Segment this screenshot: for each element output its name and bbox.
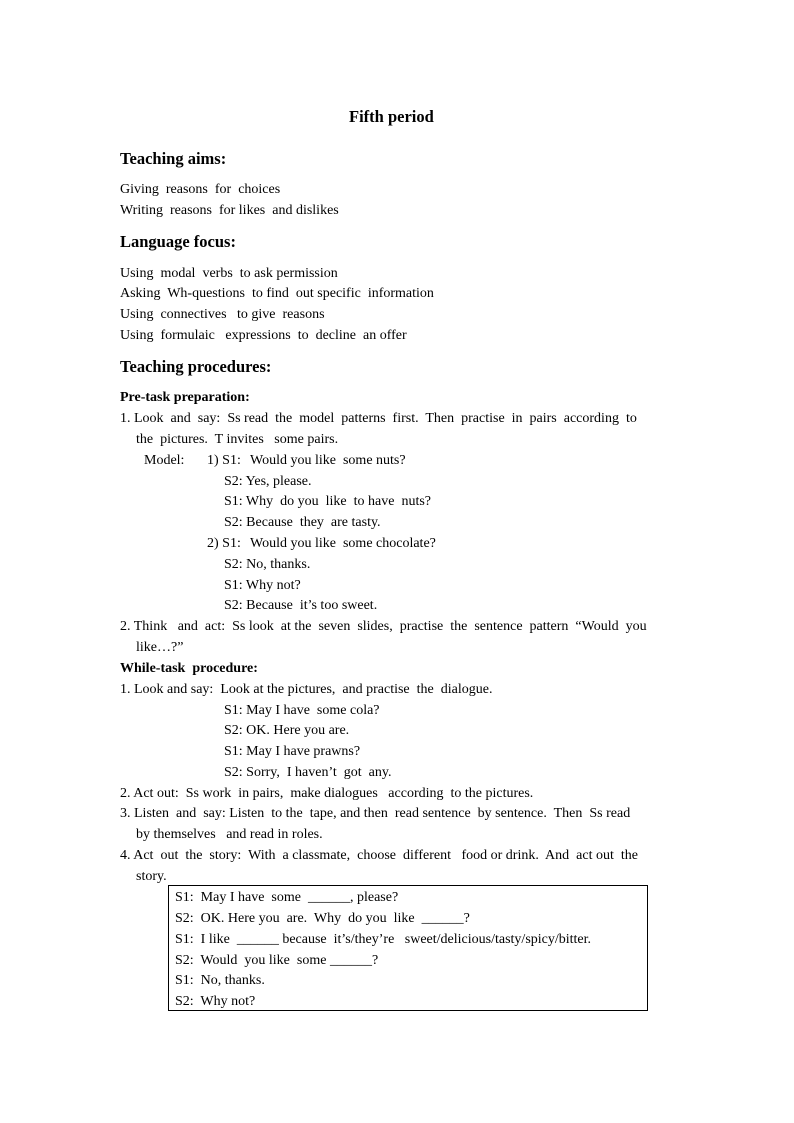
model-1-line: S1: Why do you like to have nuts?	[224, 494, 431, 509]
dialogue-line: S2: OK. Here you are.	[224, 723, 350, 738]
model-2-s1: Would you like some chocolate?	[250, 536, 436, 551]
box-line: S2: Why not?	[175, 994, 256, 1009]
while-task-heading: While-task procedure:	[120, 661, 258, 676]
model-2-line: S2: Because it’s too sweet.	[224, 598, 378, 613]
model-label: Model:	[144, 453, 185, 468]
language-focus-item: Using connectives to give reasons	[120, 307, 325, 322]
model-2-number: 2) S1:	[207, 536, 241, 551]
pre-task-step-1-line-2: the pictures. T invites some pairs.	[136, 432, 339, 447]
language-focus-item: Using modal verbs to ask permission	[120, 266, 338, 281]
while-task-step-4-line-2: story.	[136, 869, 167, 884]
while-task-step-1: 1. Look and say: Look at the pictures, and practise the dialogue.	[120, 682, 493, 697]
dialogue-line: S1: May I have some cola?	[224, 703, 380, 718]
box-line: S2: OK. Here you are. Why do you like ______?	[175, 911, 470, 926]
pre-task-step-1-line-1: 1. Look and say: Ss read the model patterns first. Then practise in pairs according to	[120, 411, 637, 426]
model-2-line: S2: No, thanks.	[224, 557, 311, 572]
language-focus-item: Asking Wh-questions to find out specific information	[120, 286, 434, 301]
language-focus-heading: Language focus:	[120, 232, 236, 251]
model-1-s1: Would you like some nuts?	[250, 453, 406, 468]
model-1-line: S2: Yes, please.	[224, 474, 312, 489]
box-line: S1: I like ______ because it’s/they’re sweet/delicious/tasty/spicy/bitter.	[175, 932, 592, 947]
while-task-step-3-line-2: by themselves and read in roles.	[136, 827, 323, 842]
box-line: S1: No, thanks.	[175, 973, 265, 988]
teaching-aim-item: Writing reasons for likes and dislikes	[120, 203, 339, 218]
model-1-line: S2: Because they are tasty.	[224, 515, 381, 530]
pre-task-heading: Pre-task preparation:	[120, 390, 250, 405]
teaching-aim-item: Giving reasons for choices	[120, 182, 281, 197]
teaching-aims-heading: Teaching aims:	[120, 149, 227, 168]
box-line: S1: May I have some ______, please?	[175, 890, 399, 905]
model-2-line: S1: Why not?	[224, 578, 301, 593]
while-task-step-2: 2. Act out: Ss work in pairs, make dialogues according to the pictures.	[120, 786, 534, 801]
while-task-step-3-line-1: 3. Listen and say: Listen to the tape, and then read sentence by sentence. Then Ss read	[120, 806, 631, 821]
model-1-number: 1) S1:	[207, 453, 241, 468]
page-title: Fifth period	[349, 107, 434, 126]
pre-task-step-2-line-1: 2. Think and act: Ss look at the seven slides, practise the sentence pattern “Would you	[120, 619, 647, 634]
language-focus-item: Using formulaic expressions to decline an offer	[120, 328, 407, 343]
teaching-procedures-heading: Teaching procedures:	[120, 357, 272, 376]
pre-task-step-2-line-2: like…?”	[136, 640, 184, 655]
while-task-step-4-line-1: 4. Act out the story: With a classmate, choose different food or drink. And act out the	[120, 848, 638, 863]
dialogue-line: S1: May I have prawns?	[224, 744, 361, 759]
box-line: S2: Would you like some ______?	[175, 953, 379, 968]
dialogue-line: S2: Sorry, I haven’t got any.	[224, 765, 392, 780]
